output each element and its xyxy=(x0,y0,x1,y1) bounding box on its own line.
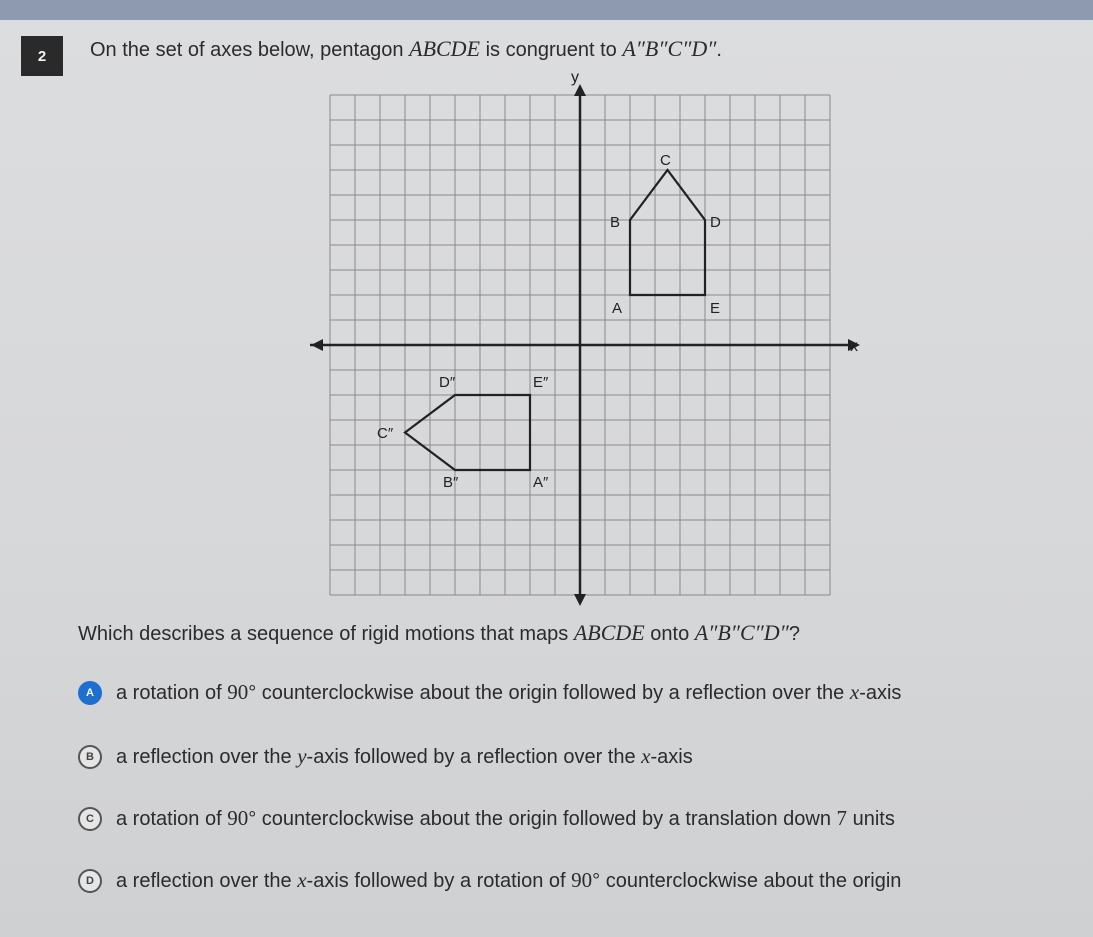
choice-a-text xyxy=(116,680,901,705)
choice-c-units: 7 xyxy=(836,806,848,830)
y-axis-arrow-down-icon xyxy=(574,594,586,606)
x-axis-label: x xyxy=(850,338,858,355)
choice-a-degree: ° xyxy=(248,682,257,704)
choice-d-text-3: counterclockwise about the origin xyxy=(600,870,902,892)
pentagon-image xyxy=(405,395,530,470)
image-name: A″B″C″D″ xyxy=(622,36,717,61)
choice-b-text-1: a reflection over the xyxy=(116,746,298,768)
question-number-badge xyxy=(21,36,63,76)
choice-c-text-2: counterclockwise about the origin followed by a translation down xyxy=(256,808,837,830)
prompt-suffix: . xyxy=(716,39,722,61)
vertex-label-d-double-prime: D″ xyxy=(439,374,456,391)
choice-b-text-3: -axis xyxy=(650,746,693,768)
choice-c-angle: 90 xyxy=(227,806,249,830)
choice-d-angle: 90 xyxy=(571,868,593,892)
choice-b-text xyxy=(116,744,693,769)
choice-b-axis-var-1: y xyxy=(297,744,307,768)
choice-c[interactable] xyxy=(78,806,895,831)
sub-question-suffix: ? xyxy=(788,623,800,645)
vertex-label-a: A xyxy=(612,300,623,317)
vertex-label-c-double-prime: C″ xyxy=(377,425,394,442)
choice-a-text-1: a rotation of xyxy=(116,682,228,704)
choice-a-radio[interactable]: A xyxy=(78,681,102,705)
prompt-prefix: On the set of axes below, pentagon xyxy=(90,39,410,61)
choice-d-axis-var: x xyxy=(297,868,307,892)
choice-c-text-3: units xyxy=(847,808,895,830)
vertex-label-e-double-prime: E″ xyxy=(533,374,549,391)
choice-b-axis-var-2: x xyxy=(641,744,651,768)
vertex-label-a-double-prime: A″ xyxy=(533,474,549,491)
vertex-label-e: E xyxy=(710,300,721,317)
vertex-label-b: B xyxy=(610,214,621,231)
vertex-label-c: C xyxy=(660,152,671,169)
choice-d-text-1: a reflection over the xyxy=(116,870,298,892)
vertex-label-b-double-prime: B″ xyxy=(443,474,459,491)
y-axis-label: y xyxy=(571,69,579,86)
sub-question-prefix: Which describes a sequence of rigid motions that maps xyxy=(78,623,574,645)
sub-question-from: ABCDE xyxy=(573,620,645,645)
choice-a-text-3: -axis xyxy=(859,682,902,704)
choice-d-degree: ° xyxy=(592,870,601,892)
prompt-mid: is congruent to xyxy=(480,39,623,61)
browser-top-bar xyxy=(0,0,1093,20)
choice-d-text-2: -axis followed by a rotation of xyxy=(306,870,572,892)
choice-c-text xyxy=(116,806,895,831)
question-prompt xyxy=(90,36,722,62)
axes xyxy=(310,69,860,606)
choice-d[interactable] xyxy=(78,868,901,893)
coordinate-grid xyxy=(305,60,865,620)
choice-b-radio[interactable]: B xyxy=(78,745,102,769)
choice-b-text-2: -axis followed by a reflection over the xyxy=(306,746,642,768)
pentagon-name: ABCDE xyxy=(409,36,481,61)
choice-b[interactable] xyxy=(78,744,693,769)
question-number: 2 xyxy=(37,47,47,65)
choice-a-axis-var: x xyxy=(849,680,860,704)
vertex-label-d: D xyxy=(710,214,721,231)
choice-c-degree: ° xyxy=(248,808,257,830)
sub-question xyxy=(78,620,800,646)
choice-a-text-2: counterclockwise about the origin followed by a reflection over the xyxy=(256,682,850,704)
choice-c-text-1: a rotation of xyxy=(116,808,228,830)
x-axis-arrow-left-icon xyxy=(311,339,323,351)
choice-d-radio[interactable]: D xyxy=(78,869,102,893)
choice-a-angle: 90 xyxy=(227,680,249,704)
pentagon-abcde xyxy=(630,170,705,295)
choice-d-text xyxy=(116,868,901,893)
sub-question-to: A″B″C″D″ xyxy=(694,620,789,645)
choice-c-radio[interactable]: C xyxy=(78,807,102,831)
choice-a[interactable] xyxy=(78,680,901,705)
sub-question-mid: onto xyxy=(644,623,695,645)
